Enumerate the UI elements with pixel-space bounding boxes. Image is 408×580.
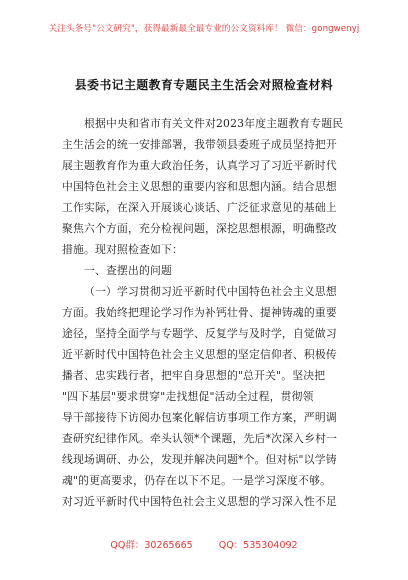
qq-group-number: QQ群：30265665 (110, 540, 193, 551)
body-line: 途径，坚持全面学与专题学、反复学与及时学，自觉做习 (62, 327, 337, 340)
document-title: 县委书记主题教育专题民主生活会对照检查材料 (74, 78, 334, 92)
header-banner: 关注头条号"公文研究"，获得最新最全最专业的公文资料库！ 微信：gongwenyj (48, 24, 360, 34)
body-line: 导干部接待下访阅办包案化解信访事项工作方案，严明调 (62, 411, 337, 424)
body-line: 播者、忠实践行者，把牢自身思想的"总开关"。坚决把 (62, 369, 326, 382)
footer-contact (0, 537, 408, 551)
body-line: 主生活会的统一安排部署，我带领县委班子成员坚持把开 (62, 138, 337, 151)
body-line: 魂"的更高要求，仍存在以下不足。一是学习深度不够。 (62, 474, 332, 487)
body-line: 聚焦六个方面，充分检视问题，深挖思想根源，明确整改 (62, 222, 337, 235)
body-line: 工作实际，在深入开展谈心谈话、广泛征求意见的基础上 (62, 201, 337, 214)
body-line: 根据中央和省市有关文件对2023年度主题教育专题民 (84, 117, 344, 130)
body-line: 近平新时代中国特色社会主义思想的坚定信仰者、积极传 (62, 348, 337, 361)
qq-number: QQ：535304092 (218, 540, 298, 551)
body-line: 对习近平新时代中国特色社会主义思想的学习深入性不足 (62, 495, 337, 508)
body-line: 方面。我始终把理论学习作为补钙壮骨、提神铸魂的重要 (62, 306, 337, 319)
body-line: 查研究纪律作风。牵头认领*个课题，先后*次深入乡村一 (62, 432, 338, 445)
body-line: 中国特色社会主义思想的重要内容和思想内涵。结合思想 (62, 180, 337, 193)
body-line: "四下基层"要求贯穿"走找想促"活动全过程，贯彻领 (62, 390, 314, 403)
subsection-heading: （一）学习贯彻习近平新时代中国特色社会主义思想 (84, 285, 337, 298)
body-line: 展主题教育作为重大政治任务，认真学习了习近平新时代 (62, 159, 337, 172)
body-line: 措施。现对照检查如下： (62, 243, 183, 256)
section-heading: 一、查摆出的问题 (84, 264, 172, 277)
body-line: 线现场调研、办公，发现并解决问题*个。但对标"以学铸 (62, 453, 337, 466)
